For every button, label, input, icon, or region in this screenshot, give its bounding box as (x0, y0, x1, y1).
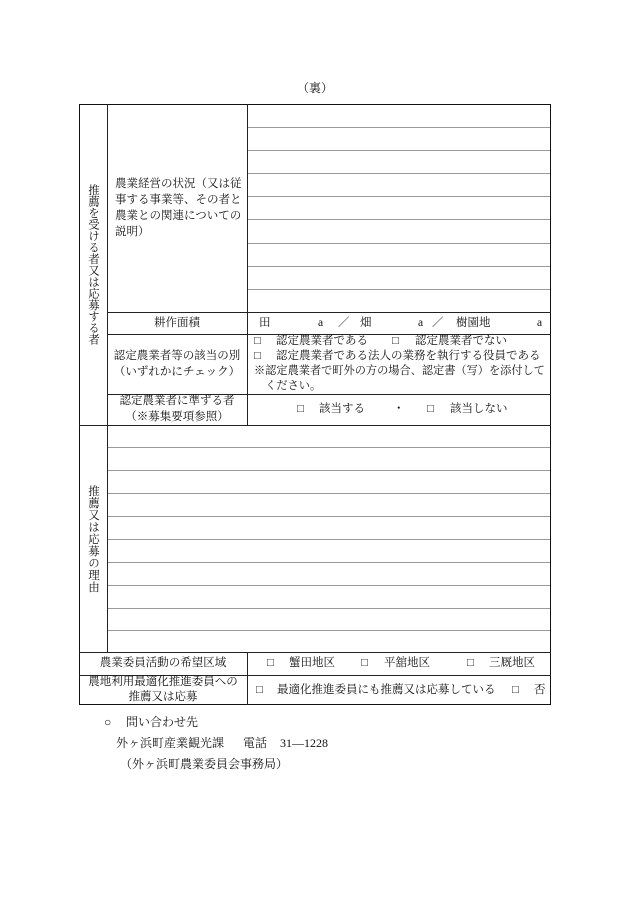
empty-checkbox-icon: □ (467, 657, 474, 669)
option-not-certified-farmer: 認定農業者でない (415, 335, 507, 347)
contact-phone-label: 電話 (243, 736, 268, 750)
writing-line (248, 127, 550, 128)
writing-line (248, 289, 550, 290)
option-corporate-officer: 認定農業者である法人の業務を執行する役員である (276, 350, 541, 362)
contact-phone-number: 31―1228 (280, 736, 328, 750)
option-kanita-district: 蟹田地区 (289, 657, 335, 669)
promotion-committee-label (79, 675, 247, 705)
quasi-certified-label-line2: （※募集要項参照） (125, 411, 229, 423)
circle-bullet-icon: ○ (104, 715, 112, 729)
writing-line (108, 539, 550, 540)
writing-line (108, 630, 550, 631)
writing-line (108, 562, 550, 563)
certified-farmer-note: ※認定農業者で町外の方の場合、認定書（写）を添付してください。 (254, 365, 545, 392)
option-certified-farmer: 認定農業者である (276, 335, 368, 347)
empty-checkbox-icon: □ (392, 335, 399, 347)
certified-farmer-label-line1: 認定農業者等の該当の別 (113, 350, 241, 362)
orchard-label: 樹園地 (456, 317, 491, 329)
writing-line (108, 447, 550, 448)
empty-checkbox-icon: □ (512, 684, 519, 696)
paddy-unit: a (318, 317, 324, 329)
promotion-committee-label-line1: 農地利用最適化推進委員への (88, 676, 238, 688)
promotion-committee-label-line2: 推薦又は応募 (128, 691, 198, 703)
farm-status-label: 農業経営の状況（又は従事する事業等、その者と農業との関連についての説明） (115, 178, 242, 238)
orchard-unit: a (537, 317, 543, 329)
empty-checkbox-icon: □ (254, 350, 261, 362)
writing-line (108, 470, 550, 471)
empty-checkbox-icon: □ (254, 335, 261, 347)
certified-farmer-label-line2: （いずれかにチェック） (113, 366, 241, 378)
page-side-label: （裏） (296, 81, 333, 95)
column-divider-value-bottom (247, 652, 248, 705)
quasi-certified-label (107, 393, 247, 425)
reason-section-label-cell (79, 425, 107, 652)
area-separator: ／ (338, 317, 350, 329)
writing-line (248, 173, 550, 174)
writing-line (108, 585, 550, 586)
writing-line (248, 150, 550, 151)
contact-department: 外ヶ浜町産業観光課 (116, 736, 225, 750)
option-applicable: 該当する (319, 403, 365, 415)
empty-checkbox-icon: □ (267, 657, 274, 669)
nominee-section-label-cell (79, 104, 107, 425)
empty-checkbox-icon: □ (297, 403, 304, 415)
writing-line (108, 493, 550, 494)
preferred-area-label: 農業委員活動の希望区域 (99, 657, 227, 669)
option-separator: ・ (393, 403, 405, 415)
option-tairadate-district: 平舘地区 (384, 657, 430, 669)
writing-line (248, 219, 550, 220)
writing-line (108, 516, 550, 517)
nominee-section-label: 推薦を受ける者又は応募する者 (87, 184, 99, 345)
field-label: 畑 (360, 317, 372, 329)
cultivated-area-label: 耕作面積 (154, 317, 200, 329)
paddy-label: 田 (259, 317, 271, 329)
writing-line (248, 266, 550, 267)
contact-heading: 問い合わせ先 (126, 715, 199, 729)
writing-line (248, 196, 550, 197)
option-no: 否 (534, 684, 546, 696)
option-not-applicable: 該当しない (450, 403, 508, 415)
option-minmaya-district: 三厩地区 (489, 657, 535, 669)
option-also-applying: 最適化推進委員にも推薦又は応募している (277, 684, 496, 696)
section-divider (79, 425, 551, 426)
writing-line (248, 243, 550, 244)
contact-office: （外ヶ浜町農業委員会事務局） (120, 757, 289, 771)
empty-checkbox-icon: □ (361, 657, 368, 669)
empty-checkbox-icon: □ (256, 684, 263, 696)
field-unit: a (418, 317, 424, 329)
writing-line (108, 608, 550, 609)
empty-checkbox-icon: □ (427, 403, 434, 415)
quasi-certified-label-line1: 認定農業者に準ずる者 (119, 395, 235, 407)
area-separator: ／ (432, 317, 444, 329)
column-divider-value (247, 104, 248, 425)
reason-section-label: 推薦又は応募の理由 (87, 484, 99, 593)
certified-farmer-label (107, 348, 247, 380)
